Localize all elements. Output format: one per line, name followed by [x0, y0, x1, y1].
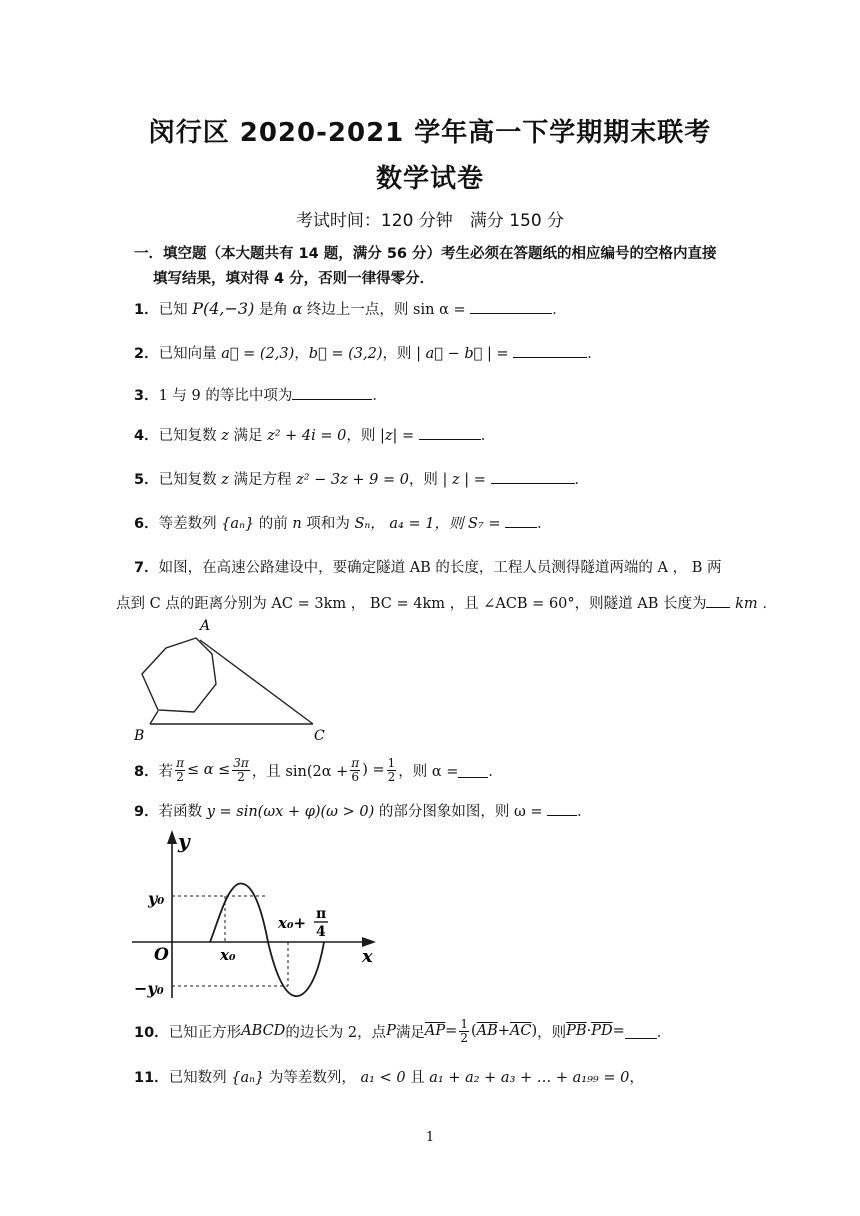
q11-end: ， [629, 1070, 644, 1086]
origin-label: O [154, 945, 169, 965]
pi-label: π [316, 906, 327, 922]
y-axis-arrow [167, 830, 177, 844]
q5-text-a: 已知复数 [158, 472, 222, 488]
vector-ac: $\overline{AC}$ [509, 1023, 532, 1039]
q1-sin: sin α = [413, 302, 466, 318]
question-number: 10． [134, 1024, 169, 1041]
q4-text-a: 已知复数 [158, 428, 222, 444]
q3-end: ． [372, 388, 387, 404]
four-label: 4 [316, 924, 326, 940]
question-number: 3． [134, 388, 159, 404]
q6-text-c: 的前 [254, 516, 293, 532]
q10-paren-open: ( [470, 1023, 477, 1039]
q5-z: z [221, 472, 229, 488]
q10-text-f: ，则 [537, 1024, 567, 1041]
y-axis-label: y [178, 829, 190, 853]
document-title: 闵行区 2020-2021 学年高一下学期期末联考 [148, 118, 712, 148]
q8-text-d: ，则 α = [398, 763, 459, 780]
q10-paren-close: ) [531, 1023, 538, 1039]
q2-vec-a: a⃗ = (2,3) [221, 346, 295, 362]
q3-text: 1 与 9 的等比中项为 [158, 388, 293, 404]
question-1 [134, 298, 754, 319]
x0-plus-label: x₀+ [278, 914, 307, 932]
q10-equals-2: = [612, 1023, 625, 1039]
question-number: 6． [134, 516, 159, 532]
sine-graph-figure [126, 826, 386, 1006]
q10-square: ABCD [241, 1023, 286, 1039]
answer-blank[interactable] [292, 398, 372, 400]
side-ac [200, 640, 313, 724]
question-number: 5． [134, 472, 159, 488]
answer-blank[interactable] [513, 356, 587, 358]
fraction-one-half: $\frac{1}{2}$ [460, 1016, 468, 1045]
q10-plus: + [497, 1023, 510, 1039]
q7-line2: 点到 C 点的距离分别为 AC = 3km ， BC = 4km ，且 ∠ACB = 60°，则隧道 AB 长度为 [116, 596, 707, 612]
q2-vec-b: b⃗ = (3,2) [308, 346, 383, 362]
q1-text-c: 是角 [254, 302, 293, 318]
q9-function: y = sin(ωx + φ)(ω > 0) [206, 804, 375, 820]
q4-modulus: |z| = [379, 428, 415, 444]
q11-text-e: 且 [405, 1070, 430, 1086]
question-4 [134, 424, 754, 445]
q11-text-a: 已知数列 [168, 1070, 232, 1086]
neg-y0-label: −y₀ [134, 979, 164, 998]
q1-point: P(4,−3) [192, 299, 255, 318]
answer-blank[interactable] [458, 776, 488, 778]
q11-condition: a₁ < 0 [360, 1070, 406, 1086]
vector-ap: $\overline{AP}$ [424, 1023, 446, 1039]
answer-blank[interactable] [706, 606, 730, 608]
q4-text-e: ，则 [346, 428, 380, 444]
q10-dot: · [586, 1023, 592, 1039]
q2-text-e: ，则 [382, 346, 417, 362]
question-number: 4． [134, 428, 159, 444]
fraction-pi-over-2: $\frac{\pi}{2}$ [176, 755, 184, 784]
question-number: 11． [134, 1070, 169, 1086]
q8-text-a: 若 [158, 763, 174, 780]
q7-line2-end: km ． [730, 596, 777, 612]
q4-z: z [221, 428, 229, 444]
q1-text-a: 已知 [158, 302, 193, 318]
question-2 [134, 342, 754, 363]
q4-text-c: 满足 [228, 428, 268, 444]
document-subtitle: 数学试卷 [375, 164, 484, 194]
vertex-b-label: B [134, 728, 145, 744]
exam-info: 考试时间：120 分钟 满分 150 分 [295, 211, 565, 231]
question-8 [134, 750, 754, 790]
question-number: 9． [134, 804, 159, 820]
q5-equation: z² − 3z + 9 = 0 [296, 472, 409, 488]
q10-text-e: 满足 [395, 1024, 425, 1041]
x0-label: x₀ [220, 946, 236, 964]
page-number: 1 [425, 1130, 435, 1145]
q6-seq: {aₙ} [221, 516, 255, 532]
q1-alpha: α [292, 302, 303, 318]
q11-seq: {aₙ} [231, 1070, 265, 1086]
fraction-3pi-over-2: $\frac{3\pi}{2}$ [233, 755, 249, 784]
vector-pb: $\overline{PB}$ [566, 1023, 587, 1039]
q11-text-c: 为等差数列， [264, 1070, 361, 1086]
y0-label: y₀ [148, 889, 165, 908]
vector-pd: $\overline{PD}$ [591, 1023, 613, 1039]
fraction-pi-over-6: $\frac{\pi}{6}$ [351, 755, 360, 784]
q2-text-c: ， [294, 346, 309, 362]
x-axis-label: x [362, 946, 373, 967]
question-number: 2． [134, 346, 159, 362]
side-b-hill [150, 711, 158, 724]
answer-blank[interactable] [505, 526, 537, 528]
question-3 [134, 384, 754, 405]
question-number: 1． [134, 302, 159, 318]
answer-blank[interactable] [625, 1037, 657, 1039]
q10-p: P [386, 1023, 396, 1039]
q8-end: ． [488, 763, 503, 780]
q10-text-c: 的边长为 2，点 [285, 1024, 387, 1041]
q8-text-b: ，且 sin(2α + [251, 763, 349, 780]
q5-text-c: 满足方程 [228, 472, 297, 488]
q6-sum: Sₙ， a₄ = 1，则 S₇ = [354, 516, 501, 532]
q5-modulus: | z | = [442, 472, 486, 488]
question-9 [134, 800, 754, 821]
q5-end: ． [574, 472, 590, 488]
question-6 [134, 512, 754, 533]
vector-ab: $\overline{AB}$ [476, 1023, 498, 1039]
vertex-c-label: C [314, 728, 325, 744]
q5-text-e: ，则 [408, 472, 443, 488]
sine-curve [210, 883, 327, 996]
question-7 [116, 550, 777, 622]
q4-end: ． [480, 428, 496, 444]
q8-inequality: ≤ α ≤ [186, 762, 231, 778]
answer-blank[interactable] [491, 482, 575, 484]
q6-text-e: 项和为 [301, 516, 355, 532]
section-heading [134, 242, 744, 292]
q9-text-a: 若函数 [158, 804, 207, 820]
q4-equation: z² + 4i = 0 [267, 428, 347, 444]
fraction-one-half: $\frac{1}{2}$ [387, 755, 396, 784]
q1-end: ． [552, 302, 567, 318]
q10-text-a: 已知正方形 [168, 1024, 242, 1041]
q11-sum: a₁ + a₂ + a₃ + … + a₁₉₉ = 0 [429, 1070, 630, 1086]
q9-text-c: 的部分图象如图，则 ω = [374, 804, 543, 820]
answer-blank[interactable] [419, 438, 481, 440]
q6-text-a: 等差数列 [158, 516, 222, 532]
vertex-a-label: A [200, 618, 211, 634]
q2-magnitude: | a⃗ − b⃗ | = [416, 346, 509, 362]
tunnel-figure [128, 616, 338, 744]
question-number: 8． [134, 763, 159, 780]
q9-end: ． [577, 804, 592, 820]
q10-equals: = [445, 1023, 458, 1039]
section-heading-line2: 填写结果，填对得 4 分，否则一律得零分． [153, 271, 435, 287]
answer-blank[interactable] [470, 312, 552, 314]
q1-text-e: 终边上一点，则 [302, 302, 414, 318]
section-heading-line1: 一．填空题（本大题共有 14 题，满分 56 分）考生必须在答题纸的相应编号的空格内直接 [134, 246, 717, 262]
answer-blank[interactable] [547, 814, 577, 816]
q7-line1: 如图，在高速公路建设中，要确定隧道 AB 的长度，工程人员测得隧道两端的 A ， B 两 [158, 560, 722, 576]
question-11 [134, 1066, 754, 1087]
question-10 [134, 1012, 754, 1050]
q10-end: ． [656, 1024, 672, 1041]
q8-text-c: ) = [362, 762, 385, 778]
q2-end: ． [587, 346, 602, 362]
q6-n: n [292, 516, 302, 532]
question-number: 7． [134, 560, 159, 576]
tunnel-hill-shape [142, 638, 216, 712]
question-5 [134, 468, 754, 489]
q6-end: ． [537, 516, 552, 532]
q2-text-a: 已知向量 [158, 346, 222, 362]
